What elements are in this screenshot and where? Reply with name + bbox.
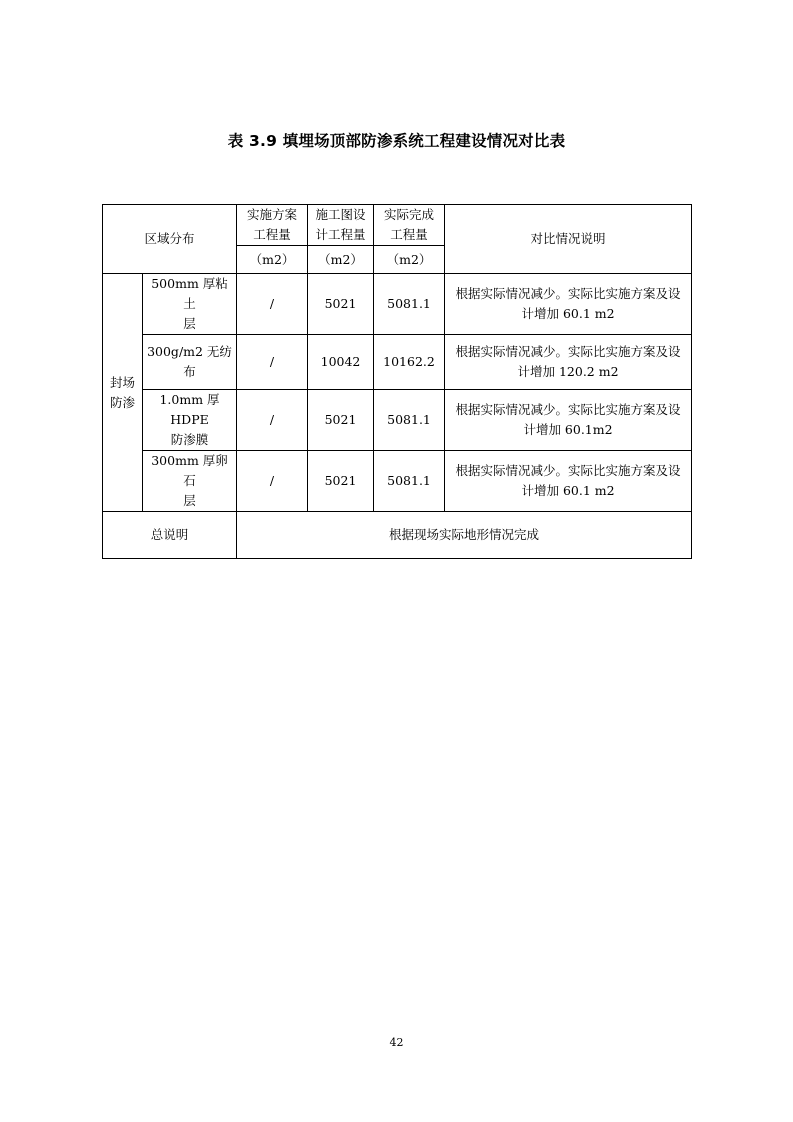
item-line1: 1.0mm 厚 HDPE bbox=[159, 392, 220, 427]
header-design-qty-line2: 计工程量 bbox=[315, 227, 366, 242]
design-cell: 5021 bbox=[308, 274, 374, 335]
item-line1: 500mm 厚粘土 bbox=[151, 276, 228, 311]
item-cell bbox=[143, 390, 237, 451]
item-line1: 300mm 厚卵石 bbox=[151, 453, 228, 488]
actual-cell: 5081.1 bbox=[374, 451, 445, 512]
item-cell bbox=[143, 451, 237, 512]
header-plan-qty-line1: 实施方案 bbox=[247, 207, 298, 222]
unit-actual: （m2） bbox=[374, 246, 445, 274]
header-plan-qty-line2: 工程量 bbox=[253, 227, 291, 242]
item-line2: 层 bbox=[183, 493, 196, 508]
plan-cell: / bbox=[237, 451, 308, 512]
item-line2: 层 bbox=[183, 316, 196, 331]
note-cell bbox=[445, 390, 692, 451]
note-line2: 计增加 120.2 m2 bbox=[517, 364, 619, 379]
group-label-line1: 封场 bbox=[109, 374, 135, 390]
plan-cell: / bbox=[237, 390, 308, 451]
note-cell bbox=[445, 274, 692, 335]
header-plan-qty bbox=[237, 205, 308, 246]
note-line2: 计增加 60.1m2 bbox=[523, 422, 613, 437]
note-line1: 根据实际情况减少。实际比实施方案及设 bbox=[455, 286, 681, 301]
header-actual-qty-line2: 工程量 bbox=[390, 227, 428, 242]
plan-cell: / bbox=[237, 335, 308, 390]
item-line1: 300g/m2 无纺布 bbox=[147, 344, 232, 379]
note-cell bbox=[445, 335, 692, 390]
actual-cell: 5081.1 bbox=[374, 274, 445, 335]
table-title: 表 3.9 填埋场顶部防渗系统工程建设情况对比表 bbox=[227, 132, 566, 150]
header-design-qty-line1: 施工图设 bbox=[315, 207, 366, 222]
design-cell: 5021 bbox=[308, 451, 374, 512]
header-actual-qty-line1: 实际完成 bbox=[384, 207, 435, 222]
header-region: 区域分布 bbox=[103, 205, 237, 274]
unit-plan: （m2） bbox=[237, 246, 308, 274]
actual-cell: 5081.1 bbox=[374, 390, 445, 451]
note-line1: 根据实际情况减少。实际比实施方案及设 bbox=[455, 402, 681, 417]
note-cell bbox=[445, 451, 692, 512]
group-label-line2: 防渗 bbox=[109, 394, 135, 410]
group-label bbox=[103, 274, 143, 512]
actual-cell: 10162.2 bbox=[374, 335, 445, 390]
table-row bbox=[103, 390, 692, 451]
header-design-qty bbox=[308, 205, 374, 246]
note-line1: 根据实际情况减少。实际比实施方案及设 bbox=[455, 463, 681, 478]
unit-design: （m2） bbox=[308, 246, 374, 274]
item-cell bbox=[143, 335, 237, 390]
design-cell: 10042 bbox=[308, 335, 374, 390]
header-row bbox=[103, 205, 692, 246]
note-line2: 计增加 60.1 m2 bbox=[521, 483, 615, 498]
table-row bbox=[103, 274, 692, 335]
summary-text: 根据现场实际地形情况完成 bbox=[237, 512, 692, 559]
header-actual-qty bbox=[374, 205, 445, 246]
item-line2: 防渗膜 bbox=[170, 432, 209, 447]
table-row bbox=[103, 335, 692, 390]
summary-row bbox=[103, 512, 692, 559]
table-row bbox=[103, 451, 692, 512]
comparison-table bbox=[102, 204, 692, 559]
summary-label: 总说明 bbox=[103, 512, 237, 559]
header-comparison: 对比情况说明 bbox=[445, 205, 692, 274]
note-line1: 根据实际情况减少。实际比实施方案及设 bbox=[455, 344, 681, 359]
plan-cell: / bbox=[237, 274, 308, 335]
page-number: 42 bbox=[389, 1036, 404, 1049]
note-line2: 计增加 60.1 m2 bbox=[521, 306, 615, 321]
design-cell: 5021 bbox=[308, 390, 374, 451]
item-cell bbox=[143, 274, 237, 335]
